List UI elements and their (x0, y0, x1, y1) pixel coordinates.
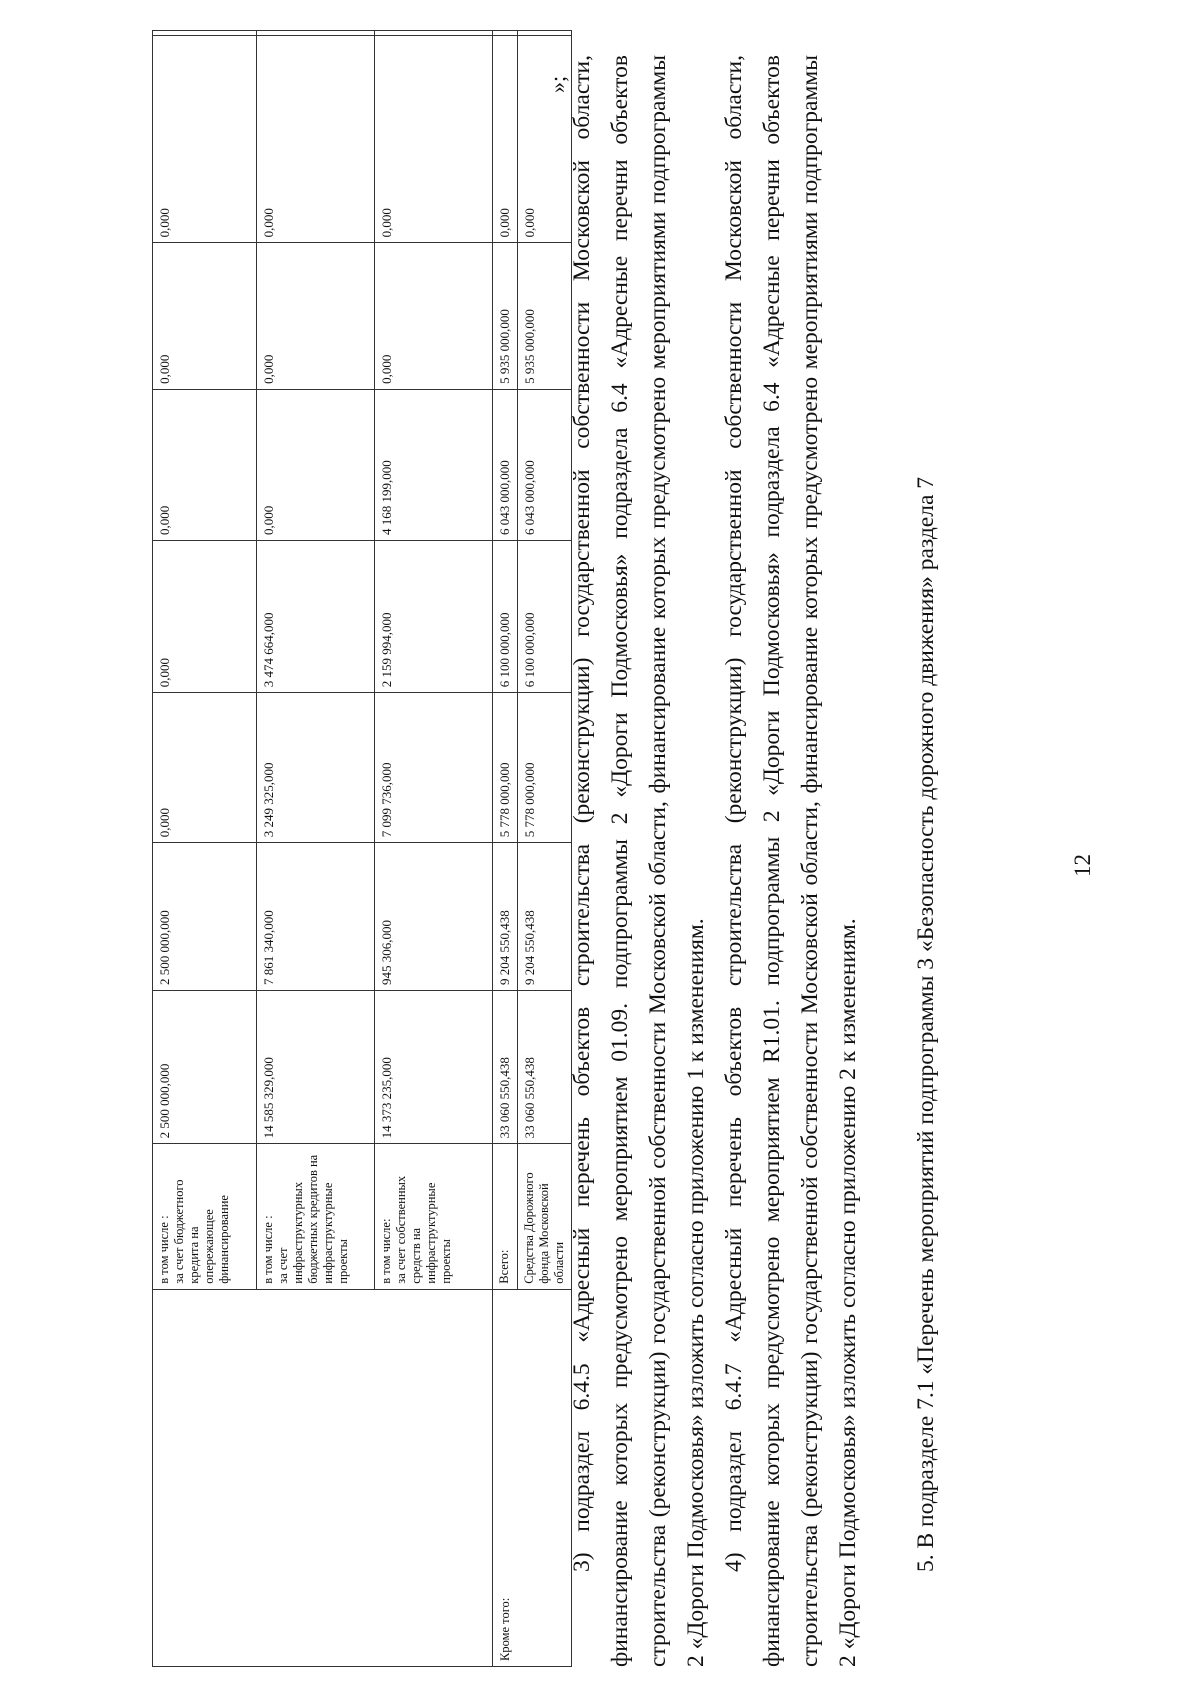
value-cell: 14 585 329,000 (257, 990, 375, 1143)
paragraph-5: 5. В подразделе 7.1 «Перечень мероприятий подпрограммы 3 «Безопасность дорожного движения» раздела 7 (913, 476, 939, 1572)
value-cell: 7 861 340,000 (257, 843, 375, 991)
section-label-cell (153, 1289, 493, 1666)
table-row (493, 31, 518, 1667)
value-cell: 7 099 736,000 (375, 693, 493, 843)
value-cell: 6 043 000,000 (518, 389, 572, 540)
row-label: в том числе: за счет собственных средств на инфраструктурные проекты (375, 1144, 493, 1289)
value-cell: 0,000 (257, 243, 375, 390)
row-label: в том числе : за счет инфраструктурных бюджетных кредитов на инфраструктурные проекты (257, 1144, 375, 1289)
trailing-cell (375, 31, 493, 36)
value-cell: 0,000 (493, 35, 518, 243)
section-label-cell: Кроме того: (493, 1289, 572, 1666)
value-cell: 0,000 (153, 693, 257, 843)
value-cell: 0,000 (375, 243, 493, 390)
value-cell: 6 043 000,000 (493, 389, 518, 540)
value-cell: 2 500 000,000 (153, 990, 257, 1143)
value-cell: 3 249 325,000 (257, 693, 375, 843)
value-cell: 0,000 (153, 35, 257, 243)
value-cell: 0,000 (518, 35, 572, 243)
row-label: Средства Дорожного фонда Московской области (518, 1144, 572, 1289)
value-cell: 5 935 000,000 (518, 243, 572, 390)
value-cell: 0,000 (257, 35, 375, 243)
value-cell: 33 060 550,438 (493, 990, 518, 1143)
value-cell: 6 100 000,000 (518, 541, 572, 693)
row-label: в том числе : за счет бюджетного кредита на опережающее финансирование (153, 1144, 257, 1289)
value-cell: 2 159 994,000 (375, 541, 493, 693)
value-cell: 0,000 (153, 243, 257, 390)
paragraph-3: 3) подраздел 6.4.5 «Адресный перечень объектов строительства (реконструкции) государственной собственности Московской области, финансирование которых предусмотрено мероприятием 01.09. подпрограммы 2 «Дороги Подмосковья» подраздела 6.4 «Адресные перечни объектов строительства (реконструкции) государственной собственности Московской области, финансирование которых предусмотрено мероприятиями подпрограммы 2 «Дороги Подмосковья» изложить согласно приложению 1 к изменениям. (569, 55, 709, 1667)
value-cell: 5 778 000,000 (493, 693, 518, 843)
value-cell: 0,000 (153, 541, 257, 693)
value-cell: 6 100 000,000 (493, 541, 518, 693)
trailing-cell (153, 31, 257, 36)
page-number: 12 (1070, 854, 1095, 877)
value-cell: 4 168 199,000 (375, 389, 493, 540)
value-cell: 0,000 (153, 389, 257, 540)
row-label: Всего: (493, 1144, 518, 1289)
trailing-cell (493, 31, 518, 36)
value-cell: 9 204 550,438 (518, 843, 572, 991)
value-cell: 33 060 550,438 (518, 990, 572, 1143)
value-cell: 14 373 235,000 (375, 990, 493, 1143)
value-cell: 9 204 550,438 (493, 843, 518, 991)
trailing-cell (518, 31, 572, 36)
financing-table (152, 30, 572, 1667)
value-cell: 2 500 000,000 (153, 843, 257, 991)
body-text (563, 55, 945, 1667)
value-cell: 3 474 664,000 (257, 541, 375, 693)
paragraph-4: 4) подраздел 6.4.7 «Адресный перечень объектов строительства (реконструкции) государственной собственности Московской области, финансирование которых предусмотрено мероприятием R1.01. подпрограммы 2 «Дороги Подмосковья» подраздела 6.4 «Адресные перечни объектов строительства (реконструкции) государственной собственности Московской области, финансирование которых предусмотрено мероприятиями подпрограммы 2 «Дороги Подмосковья» изложить согласно приложению 2 к изменениям. (721, 55, 861, 1667)
value-cell: 5 778 000,000 (518, 693, 572, 843)
trailing-cell (257, 31, 375, 36)
closing-quote-mark: »; (545, 75, 570, 93)
value-cell: 0,000 (375, 35, 493, 243)
value-cell: 5 935 000,000 (493, 243, 518, 390)
value-cell: 0,000 (257, 389, 375, 540)
value-cell: 945 306,000 (375, 843, 493, 991)
table-row (153, 31, 257, 1667)
